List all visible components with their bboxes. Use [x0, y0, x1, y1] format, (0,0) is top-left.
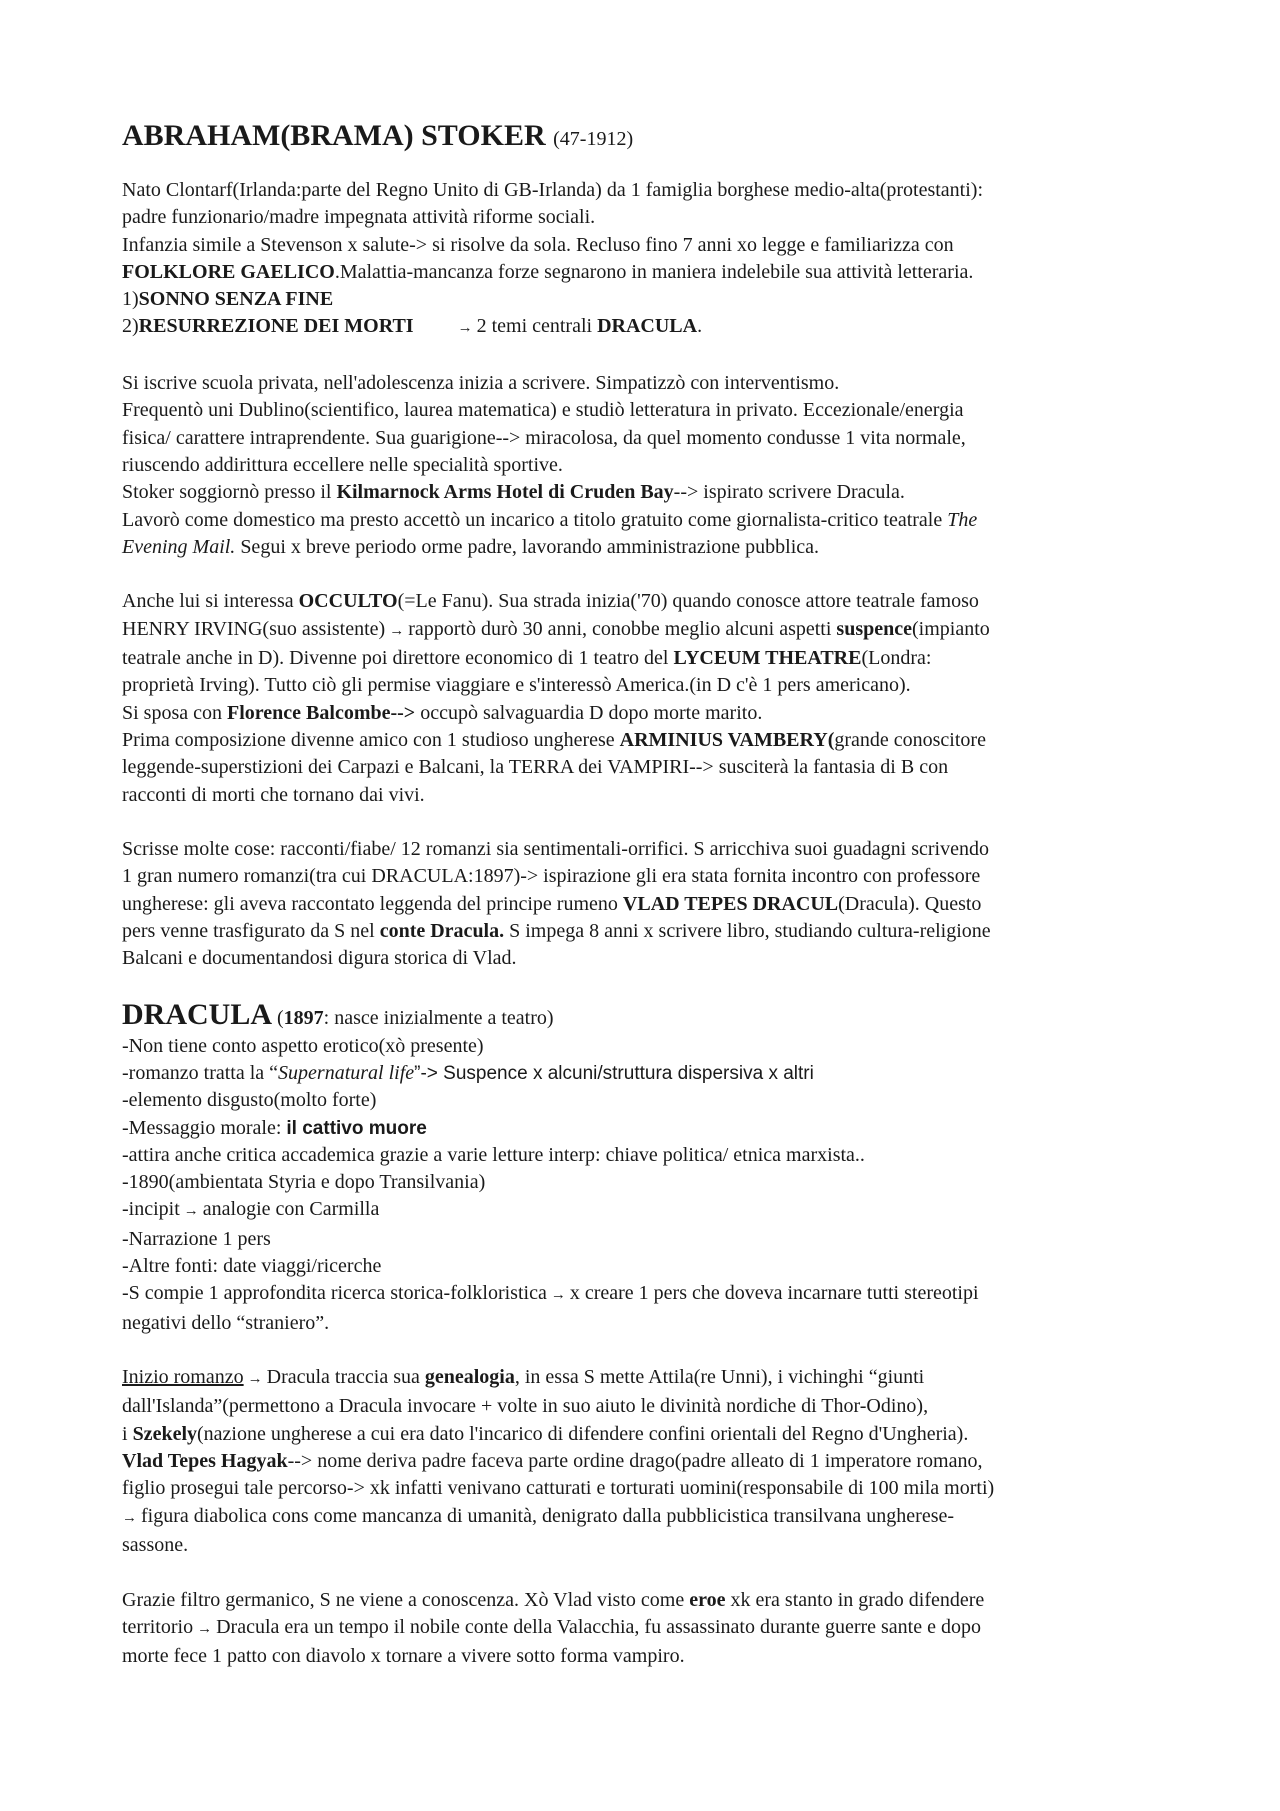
- title-main: ABRAHAM(BRAMA) STOKER: [122, 119, 546, 152]
- occult-line: Si sposa con Florence Balcombe--> occupò salvaguardia D dopo morte marito.: [122, 701, 763, 724]
- dracula-heading: DRACULA: [122, 997, 272, 1031]
- title-dates: (47-1912): [553, 128, 634, 150]
- novel-line: Vlad Tepes Hagyak--> nome deriva padre faceva parte ordine drago(padre alleato di 1 imperatore romano,: [122, 1450, 983, 1473]
- bold-term: ARMINIUS VAMBERY(: [619, 728, 835, 751]
- bio-line: padre funzionario/madre impegnata attività riforme sociali.: [122, 206, 596, 229]
- occult-line: Prima composizione divenne amico con 1 studioso ungherese ARMINIUS VAMBERY(grande conoscitore: [122, 728, 986, 751]
- bold-term: LYCEUM THEATRE: [673, 647, 862, 670]
- works-line: pers venne trasfigurato da S nel conte Dracula. S impega 8 anni x scrivere libro, studiando cultura-religione: [122, 920, 991, 943]
- bold-term: OCCULTO: [298, 590, 398, 613]
- works-line: Balcani e documentandosi digura storica di Vlad.: [122, 947, 517, 970]
- bullet-line: -incipit → analogie con Carmilla: [122, 1198, 380, 1221]
- bullet-line: -S compie 1 approfondita ricerca storica-folkloristica → x creare 1 pers che doveva incarnare tutti stereotipi: [122, 1282, 979, 1305]
- occult-line: leggende-superstizioni dei Carpazi e Balcani, la TERRA dei VAMPIRI--> susciterà la fantasia di B con: [122, 756, 949, 779]
- bold-term: suspence: [836, 617, 912, 640]
- filter-section: [122, 1587, 1182, 1671]
- novel-section: [122, 1364, 1182, 1559]
- novel-line: sassone.: [122, 1533, 189, 1556]
- bold-term: RESURREZIONE DEI MORTI: [138, 315, 414, 338]
- bullet-line: -1890(ambientata Styria e dopo Transilvania): [122, 1171, 486, 1194]
- occult-section: [122, 588, 1182, 808]
- bio-line: Infanzia simile a Stevenson x salute-> si risolve da sola. Recluso fino 7 anni xo legge e familiarizza con: [122, 233, 954, 256]
- bold-term: eroe: [689, 1588, 726, 1611]
- youth-line: Si iscrive scuola privata, nell'adolescenza inizia a scrivere. Simpatizzò con interventismo.: [122, 372, 840, 395]
- bold-term: VLAD TEPES DRACUL: [622, 892, 839, 915]
- bold-term: FOLKLORE GAELICO: [122, 260, 335, 283]
- occult-line: racconti di morti che tornano dai vivi.: [122, 783, 425, 806]
- arrow-icon: →: [183, 1203, 199, 1220]
- filter-line: morte fece 1 patto con diavolo x tornare a vivere sotto forma vampiro.: [122, 1645, 685, 1668]
- occult-line: proprietà Irving). Tutto ciò gli permise viaggiare e s'interessò America.(in D c'è 1 pers americano).: [122, 674, 911, 697]
- works-line: Scrisse molte cose: racconti/fiabe/ 12 romanzi sia sentimentali-orrifici. S arricchiva suoi guadagni scrivendo: [122, 838, 989, 861]
- novel-line: dall'Islanda”(permettono a Dracula invocare + volte in suo aiuto le divinità nordiche di Thor-Odino),: [122, 1395, 929, 1418]
- youth-line: Lavorò come domestico ma presto accettò un incarico a titolo gratuito come giornalista-critico teatrale The: [122, 508, 978, 531]
- bio-line: Nato Clontarf(Irlanda:parte del Regno Unito di GB-Irlanda) da 1 famiglia borghese medio-alta(protestanti):: [122, 179, 984, 201]
- arrow-icon: →: [550, 1287, 566, 1304]
- bold-term: SONNO SENZA FINE: [138, 288, 334, 311]
- underlined-term: Inizio romanzo: [122, 1366, 244, 1389]
- bold-term: conte Dracula.: [379, 920, 505, 943]
- bold-term: Vlad Tepes Hagyak: [122, 1450, 288, 1473]
- bullet-line: -Non tiene conto aspetto erotico(xò presente): [122, 1034, 484, 1057]
- italic-title: Evening Mail.: [122, 535, 236, 558]
- bio-line: 2)RESURREZIONE DEI MORTI → 2 temi centrali DRACULA.: [122, 315, 703, 338]
- youth-section: [122, 370, 1182, 561]
- works-section: [122, 836, 1182, 972]
- works-line: 1 gran numero romanzi(tra cui DRACULA:1897)-> ispirazione gli era stata fornita incontro con professore: [122, 865, 981, 888]
- page-title: [122, 118, 1182, 157]
- occult-line: Anche lui si interessa OCCULTO(=Le Fanu). Sua strada inizia('70) quando conosce attore teatrale famoso: [122, 590, 979, 613]
- bullet-line: negativi dello “straniero”.: [122, 1311, 330, 1334]
- youth-line: riuscendo addirittura eccellere nelle specialità sportive.: [122, 453, 563, 476]
- bold-term: Kilmarnock Arms Hotel di Cruden Bay: [336, 481, 674, 504]
- arrow-icon: →: [122, 1509, 137, 1526]
- bold-term: il cattivo muore: [286, 1117, 427, 1139]
- bullet-line: -elemento disgusto(molto forte): [122, 1089, 377, 1112]
- youth-line: Evening Mail. Segui x breve periodo orme padre, lavorando amministrazione pubblica.: [122, 535, 820, 558]
- italic-term: Supernatural life: [278, 1061, 415, 1084]
- arrow-icon: →: [457, 320, 473, 337]
- novel-line: figlio prosegui tale percorso-> xk infatti venivano catturati e torturati uomini(responsabile di 100 mila morti): [122, 1477, 995, 1500]
- bold-term: DRACULA: [597, 315, 698, 338]
- works-line: ungherese: gli aveva raccontato leggenda del principe rumeno VLAD TEPES DRACUL(Dracula). Questo: [122, 892, 982, 915]
- bold-term: Florence Balcombe-->: [227, 701, 416, 724]
- arrow-icon: →: [247, 1371, 263, 1388]
- bold-term: genealogia: [424, 1366, 515, 1389]
- youth-line: fisica/ carattere intraprendente. Sua guarigione--> miracolosa, da quel momento condusse 1 vita normale,: [122, 426, 966, 449]
- bullet-line: -romanzo tratta la “Supernatural life”-> Suspence x alcuni/struttura dispersiva x altri: [122, 1061, 814, 1084]
- section-heading: DRACULA (1897: nasce inizialmente a teatro): [122, 997, 554, 1031]
- bold-term: Szekely: [132, 1422, 197, 1445]
- dracula-section: [122, 997, 1182, 1337]
- arrow-icon: →: [197, 1620, 213, 1637]
- occult-line: teatrale anche in D). Divenne poi direttore economico di 1 teatro del LYCEUM THEATRE(Londra:: [122, 647, 932, 670]
- filter-line: territorio → Dracula era un tempo il nobile conte della Valacchia, fu assassinato durante guerre sante e dopo: [122, 1615, 981, 1638]
- youth-line: Frequentò uni Dublino(scientifico, laurea matematica) e studiò letteratura in privato. Eccezionale/energia: [122, 399, 964, 422]
- novel-line: i Szekely(nazione ungherese a cui era dato l'incarico di difendere confini orientali del Regno d'Ungheria).: [122, 1422, 969, 1445]
- bio-line: FOLKLORE GAELICO.Malattia-mancanza forze segnarono in maniera indelebile sua attività letteraria.: [122, 260, 974, 283]
- youth-line: Stoker soggiornò presso il Kilmarnock Arms Hotel di Cruden Bay--> ispirato scrivere Dracula.: [122, 481, 905, 504]
- arrow-icon: →: [389, 622, 405, 639]
- bullet-line: -Messaggio morale: il cattivo muore: [122, 1116, 427, 1139]
- document-page: [122, 118, 1182, 1670]
- bold-term: 1897: [283, 1006, 324, 1029]
- filter-line: Grazie filtro germanico, S ne viene a conoscenza. Xò Vlad visto come eroe xk era stanto in grado difendere: [122, 1588, 985, 1611]
- bullet-line: -attira anche critica accademica grazie a varie letture interp: chiave politica/ etnica marxista..: [122, 1143, 865, 1166]
- bullet-line: -Narrazione 1 pers: [122, 1227, 271, 1250]
- bio-section: [122, 177, 1182, 343]
- occult-line: HENRY IRVING(suo assistente) → rapportò durò 30 anni, conobbe meglio alcuni aspetti suspence(impianto: [122, 617, 990, 640]
- novel-line: Inizio romanzo → Dracula traccia sua genealogia, in essa S mette Attila(re Unni), i vichinghi “giunti: [122, 1366, 925, 1389]
- novel-line: → figura diabolica cons come mancanza di umanità, denigrato dalla pubblicistica transilvana ungherese-: [122, 1504, 955, 1527]
- italic-title: The: [947, 508, 978, 531]
- bullet-line: -Altre fonti: date viaggi/ricerche: [122, 1254, 382, 1277]
- bio-line: 1)SONNO SENZA FINE: [122, 288, 334, 311]
